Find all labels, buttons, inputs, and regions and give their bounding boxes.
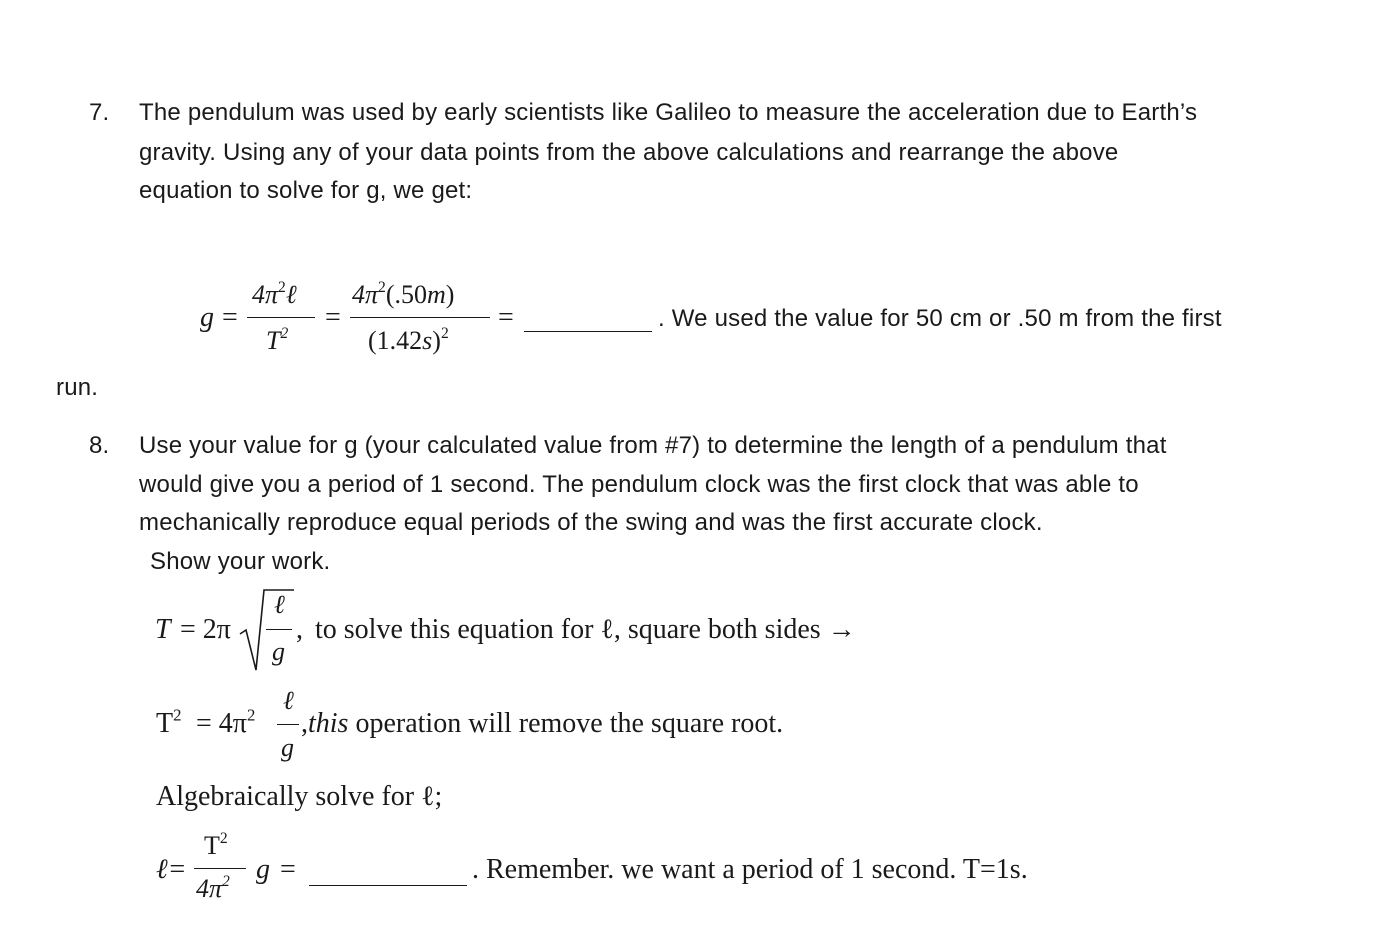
frac1-numerator: $4\pi^2\ell$ xyxy=(252,279,297,309)
eq3-lhs: ℓ= xyxy=(156,854,187,885)
eq3-numerator: $T^2$ xyxy=(204,830,228,860)
question-7-wrap: run. xyxy=(56,374,99,401)
eq2-lhs: $T^2$ xyxy=(156,705,182,739)
formula-equals-3: = xyxy=(498,302,514,333)
eq2-frac-bar xyxy=(277,724,299,725)
eq3-frac-bar xyxy=(194,868,246,869)
question-7-number: 7. xyxy=(89,99,110,126)
square-root-icon xyxy=(238,586,298,676)
eq3-g: g xyxy=(256,854,270,885)
answer-blank-g[interactable] xyxy=(524,331,652,332)
formula-equals-1: = xyxy=(222,302,238,333)
eq2-numerator: ℓ xyxy=(283,686,294,715)
frac1-denominator: $T^2$ xyxy=(266,325,289,355)
question-8-number: 8. xyxy=(89,432,110,459)
eq1-frac-bar xyxy=(266,629,292,630)
eq1-comma: , xyxy=(296,614,303,645)
eq3-equals: = xyxy=(280,854,296,885)
frac1-bar xyxy=(247,317,315,318)
eq3-denominator: $4\pi^2$ xyxy=(196,873,230,903)
eq2-rhs: = $4\pi^2$ xyxy=(196,705,256,739)
eq3-text: . Remember. we want a period of 1 second. T=1s. xyxy=(472,854,1028,885)
eq1-text: to solve this equation for ℓ, square both sides → xyxy=(315,614,856,645)
algebra-instruction: Algebraically solve for ℓ; xyxy=(156,781,443,812)
formula-equals-2: = xyxy=(325,302,341,333)
question-7-line-3: equation to solve for g, we get: xyxy=(139,177,473,204)
eq1-numerator: ℓ xyxy=(274,590,285,619)
question-8-line-2: would give you a period of 1 second. The pendulum clock was the first clock that was able to xyxy=(139,471,1139,498)
frac2-numerator: $4\pi^2(.50m)$ xyxy=(352,279,455,309)
frac2-bar xyxy=(350,317,490,318)
eq1-denominator: g xyxy=(272,637,285,666)
eq2-denominator: g xyxy=(281,733,294,762)
eq1-rhs: = 2π xyxy=(180,614,231,645)
question-8-line-3: mechanically reproduce equal periods of the swing and was the first accurate clock. xyxy=(139,509,1043,536)
question-7-line-2: gravity. Using any of your data points from the above calculations and rearrange the above xyxy=(139,139,1119,166)
formula-g-symbol: g xyxy=(200,302,214,333)
show-work-label: Show your work. xyxy=(150,548,331,575)
answer-blank-length[interactable] xyxy=(309,885,467,886)
question-8-line-1: Use your value for g (your calculated value from #7) to determine the length of a pendulum that xyxy=(139,432,1167,459)
eq2-text: ,this operation will remove the square root. xyxy=(301,708,784,739)
question-7-after-blank: . We used the value for 50 cm or .50 m from the first xyxy=(658,305,1222,332)
frac2-denominator: $(1.42s)^2$ xyxy=(368,325,449,355)
question-7-line-1: The pendulum was used by early scientists like Galileo to measure the acceleration due to Earth’s xyxy=(139,99,1198,126)
eq1-lhs: T xyxy=(155,614,171,645)
